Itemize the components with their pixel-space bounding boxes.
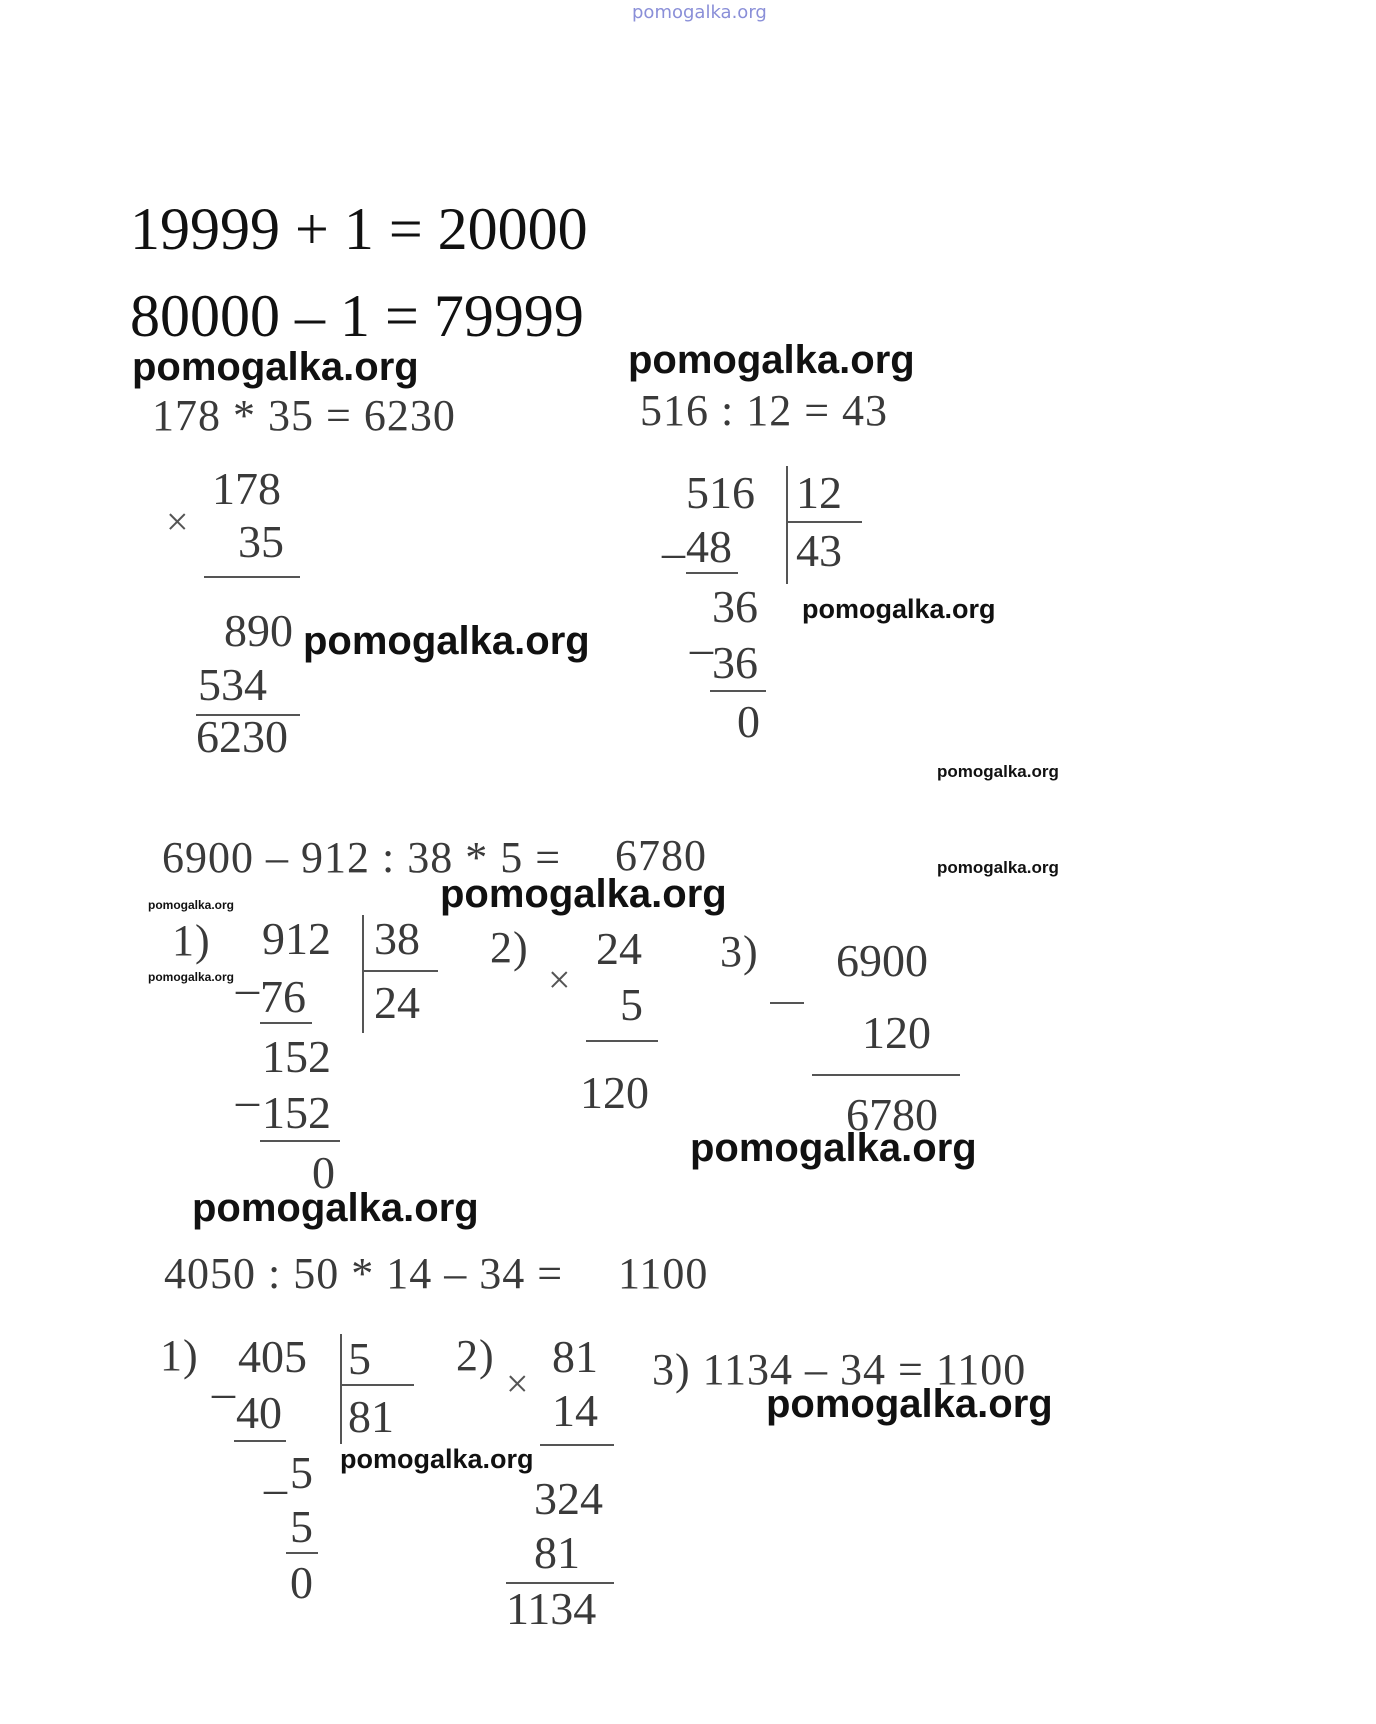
equation-2: 80000 – 1 = 79999 bbox=[130, 283, 584, 349]
minuend: 6900 bbox=[836, 935, 928, 986]
minus-sign: _ bbox=[264, 1447, 287, 1498]
subtrahend: 120 bbox=[862, 1007, 931, 1058]
remainder-2: 0 bbox=[290, 1557, 313, 1608]
watermark: pomogalka.org bbox=[148, 970, 235, 984]
subtrahend-2: 152 bbox=[262, 1087, 331, 1138]
expression-4: 4050 : 50 * 14 – 34 = bbox=[164, 1249, 564, 1298]
division-bar bbox=[786, 466, 788, 584]
difference-result: 6780 bbox=[846, 1089, 938, 1140]
subtrahend-2: 36 bbox=[712, 637, 758, 688]
minus-sign: _ bbox=[212, 1351, 235, 1402]
subtrahend-1: 40 bbox=[236, 1387, 282, 1438]
step-label: 1) bbox=[172, 916, 211, 965]
quotient: 43 bbox=[796, 525, 842, 576]
sub-line bbox=[286, 1552, 318, 1554]
watermark: pomogalka.org bbox=[766, 1382, 1053, 1426]
divisor: 12 bbox=[796, 467, 842, 518]
watermark: pomogalka.org bbox=[802, 594, 996, 624]
remainder-1: 5 bbox=[290, 1447, 313, 1498]
minus-sign: _ bbox=[236, 1059, 259, 1110]
remainder-1: 152 bbox=[262, 1031, 331, 1082]
equation-1: 19999 + 1 = 20000 bbox=[130, 196, 588, 262]
sub-line bbox=[234, 1440, 286, 1442]
watermark: pomogalka.org bbox=[303, 619, 590, 663]
factor-b: 5 bbox=[620, 979, 643, 1030]
minus-sign: _ bbox=[662, 511, 685, 562]
subtrahend-2: 5 bbox=[290, 1501, 313, 1552]
divisor-line bbox=[342, 1384, 414, 1386]
sub-line bbox=[710, 690, 766, 692]
step-3-expression: 3) 1134 – 34 = 1100 bbox=[652, 1345, 1027, 1394]
step-label: 1) bbox=[160, 1331, 199, 1380]
sub-line bbox=[686, 572, 738, 574]
watermark: pomogalka.org bbox=[192, 1186, 479, 1230]
step-label: 2) bbox=[490, 923, 529, 972]
expression-3: 6900 – 912 : 38 * 5 = bbox=[162, 833, 562, 882]
partial-product-1: 324 bbox=[534, 1473, 603, 1524]
multiply-sign: × bbox=[548, 957, 571, 1002]
watermark: pomogalka.org bbox=[340, 1444, 534, 1474]
divisor: 38 bbox=[374, 913, 420, 964]
factor-b: 35 bbox=[238, 516, 284, 567]
watermark: pomogalka.org bbox=[628, 338, 915, 382]
product-result: 6230 bbox=[196, 711, 288, 762]
result-line bbox=[812, 1074, 960, 1076]
step-label: 3) bbox=[720, 927, 759, 976]
minus-sign-line bbox=[770, 1002, 804, 1004]
result-line bbox=[586, 1040, 658, 1042]
minus-sign: _ bbox=[236, 947, 259, 998]
partial-product-2: 81 bbox=[534, 1527, 580, 1578]
result-line bbox=[540, 1444, 614, 1446]
factor-a: 24 bbox=[596, 923, 642, 974]
quotient: 24 bbox=[374, 977, 420, 1028]
divisor-line bbox=[788, 521, 862, 523]
dividend: 405 bbox=[238, 1331, 307, 1382]
minus-sign: _ bbox=[690, 607, 713, 658]
remainder-1: 36 bbox=[712, 581, 758, 632]
expression-division: 516 : 12 = 43 bbox=[640, 386, 889, 435]
partial-product-2: 534 bbox=[198, 659, 267, 710]
subtrahend-1: 48 bbox=[686, 521, 732, 572]
watermark: pomogalka.org bbox=[937, 858, 1059, 877]
product-result: 1134 bbox=[506, 1583, 597, 1634]
result-line bbox=[204, 576, 300, 578]
partial-product-1: 890 bbox=[224, 605, 293, 656]
watermark: pomogalka.org bbox=[937, 762, 1059, 781]
expression-3-answer: 6780 bbox=[615, 831, 707, 880]
watermark: pomogalka.org bbox=[440, 872, 727, 916]
watermark: pomogalka.org bbox=[690, 1126, 977, 1170]
step-label: 2) bbox=[456, 1331, 495, 1380]
factor-a: 178 bbox=[212, 463, 281, 514]
remainder-2: 0 bbox=[312, 1147, 335, 1198]
quotient: 81 bbox=[348, 1391, 394, 1442]
subtrahend-1: 76 bbox=[260, 971, 306, 1022]
multiply-sign: × bbox=[506, 1361, 529, 1406]
factor-a: 81 bbox=[552, 1331, 598, 1382]
factor-b: 14 bbox=[552, 1385, 598, 1436]
remainder-2: 0 bbox=[737, 696, 760, 747]
sub-line bbox=[260, 1022, 312, 1024]
divisor: 5 bbox=[348, 1333, 371, 1384]
multiply-sign: × bbox=[166, 499, 189, 544]
division-bar bbox=[340, 1334, 342, 1444]
divisor-line bbox=[364, 970, 438, 972]
dividend: 516 bbox=[686, 467, 755, 518]
expression-multiplication: 178 * 35 = 6230 bbox=[152, 391, 456, 440]
expression-4-answer: 1100 bbox=[618, 1249, 709, 1298]
watermark: pomogalka.org bbox=[132, 345, 419, 389]
sub-line bbox=[260, 1140, 340, 1142]
watermark: pomogalka.org bbox=[148, 898, 235, 912]
top-watermark: pomogalka.org bbox=[632, 2, 767, 23]
division-bar bbox=[362, 915, 364, 1033]
dividend: 912 bbox=[262, 913, 331, 964]
product-result: 120 bbox=[580, 1067, 649, 1118]
